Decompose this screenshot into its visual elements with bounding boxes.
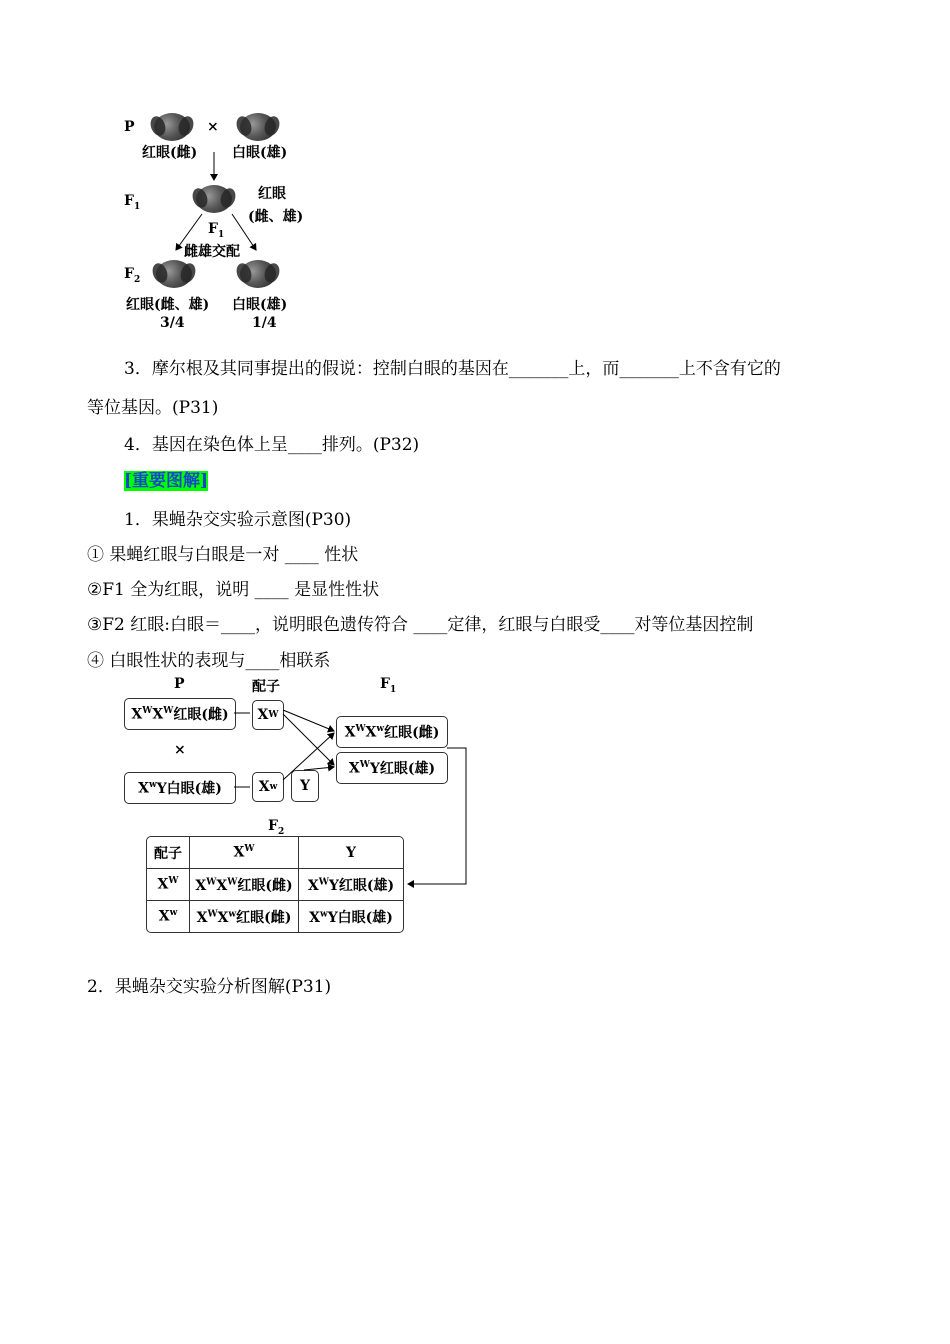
f1-intercross-label: 雌雄交配 xyxy=(184,244,240,260)
gamete-y-box: Y xyxy=(291,770,319,802)
gamete-label: 配子 xyxy=(252,679,280,695)
question-3: ③F2 红眼:白眼＝____，说明眼色遗传符合 ____定律，红眼与白眼受____对等位基因控制 xyxy=(87,615,754,635)
gamete-male-x-box: X w xyxy=(252,772,284,802)
table-header-cell: 配子 xyxy=(147,837,190,869)
p-label: P xyxy=(174,676,185,692)
p-male-genotype-box: $X^w$ Y白眼(雄) xyxy=(124,772,236,804)
f2-generation-label: $F_2$ xyxy=(124,266,141,285)
table-gamete-cell: $X^w$ xyxy=(147,901,190,932)
p-female-label: 红眼(雌) xyxy=(142,145,198,161)
table-cell: $X^WX^w$红眼(雌) xyxy=(190,901,299,932)
figure-1-title: 1．果蝇杂交实验示意图(P30) xyxy=(124,510,352,530)
f1-phenotype-line1: 红眼 xyxy=(258,186,286,202)
table-cell: $X^wY$白眼(雄) xyxy=(309,908,393,926)
f1-male-genotype-box: $X^W$ Y红眼(雄) xyxy=(336,752,448,784)
item-4: 4．基因在染色体上呈____排列。(P32) xyxy=(124,435,420,455)
f1-female-genotype-box: $X^WX^w$ 红眼(雌) xyxy=(336,716,448,748)
f1-phenotype-line2: (雌、雄) xyxy=(248,209,304,225)
cross-diagram-2-arrows xyxy=(0,0,480,900)
f2-red-ratio: 3/4 xyxy=(160,315,185,331)
f2-red-label: 红眼(雌、雄) xyxy=(126,297,210,313)
table-cell: $X^WY$红眼(雄) xyxy=(299,869,403,901)
f1-label: $F_1$ xyxy=(380,676,397,695)
table-header-cell: Y xyxy=(299,837,403,869)
question-2: ②F1 全为红眼，说明 ____ 是显性性状 xyxy=(87,580,380,600)
f2-punnett-table xyxy=(146,836,404,933)
item-3-line-2: 等位基因。(P31) xyxy=(87,398,219,418)
question-4: ④ 白眼性状的表现与____相联系 xyxy=(87,651,331,671)
f1-generation-label: $F_1$ xyxy=(124,193,141,212)
f2-label: $F_2$ xyxy=(268,818,285,837)
p-female-genotype-box: $X^WX^W$ 红眼(雌) xyxy=(124,698,236,730)
p-male-label: 白眼(雄) xyxy=(232,145,288,161)
table-cell: $X^WX^W$红眼(雌) xyxy=(190,869,299,901)
section-title-highlight: [重要图解] xyxy=(124,471,209,491)
table-header-row xyxy=(147,837,403,869)
cross-symbol: × xyxy=(207,119,219,135)
table-gamete-cell: $X^W$ xyxy=(147,869,190,901)
f2-white-ratio: 1/4 xyxy=(252,315,277,331)
f2-white-label: 白眼(雄) xyxy=(232,297,288,313)
f1-center-label: $F_1$ xyxy=(208,221,225,240)
table-row xyxy=(147,901,403,932)
figure-2-title: 2．果蝇杂交实验分析图解(P31) xyxy=(87,977,332,997)
p-generation-label: P xyxy=(124,119,135,135)
item-3-line-1: 3．摩尔根及其同事提出的假说：控制白眼的基因在_______上，而_______上不含有它的 xyxy=(124,359,781,379)
question-1: ① 果蝇红眼与白眼是一对 ____ 性状 xyxy=(87,545,359,565)
table-row xyxy=(147,869,403,901)
table-header-cell: $X^W$ xyxy=(190,837,299,869)
cross-symbol-2: × xyxy=(174,742,186,758)
gamete-female-box: X W xyxy=(252,700,284,730)
